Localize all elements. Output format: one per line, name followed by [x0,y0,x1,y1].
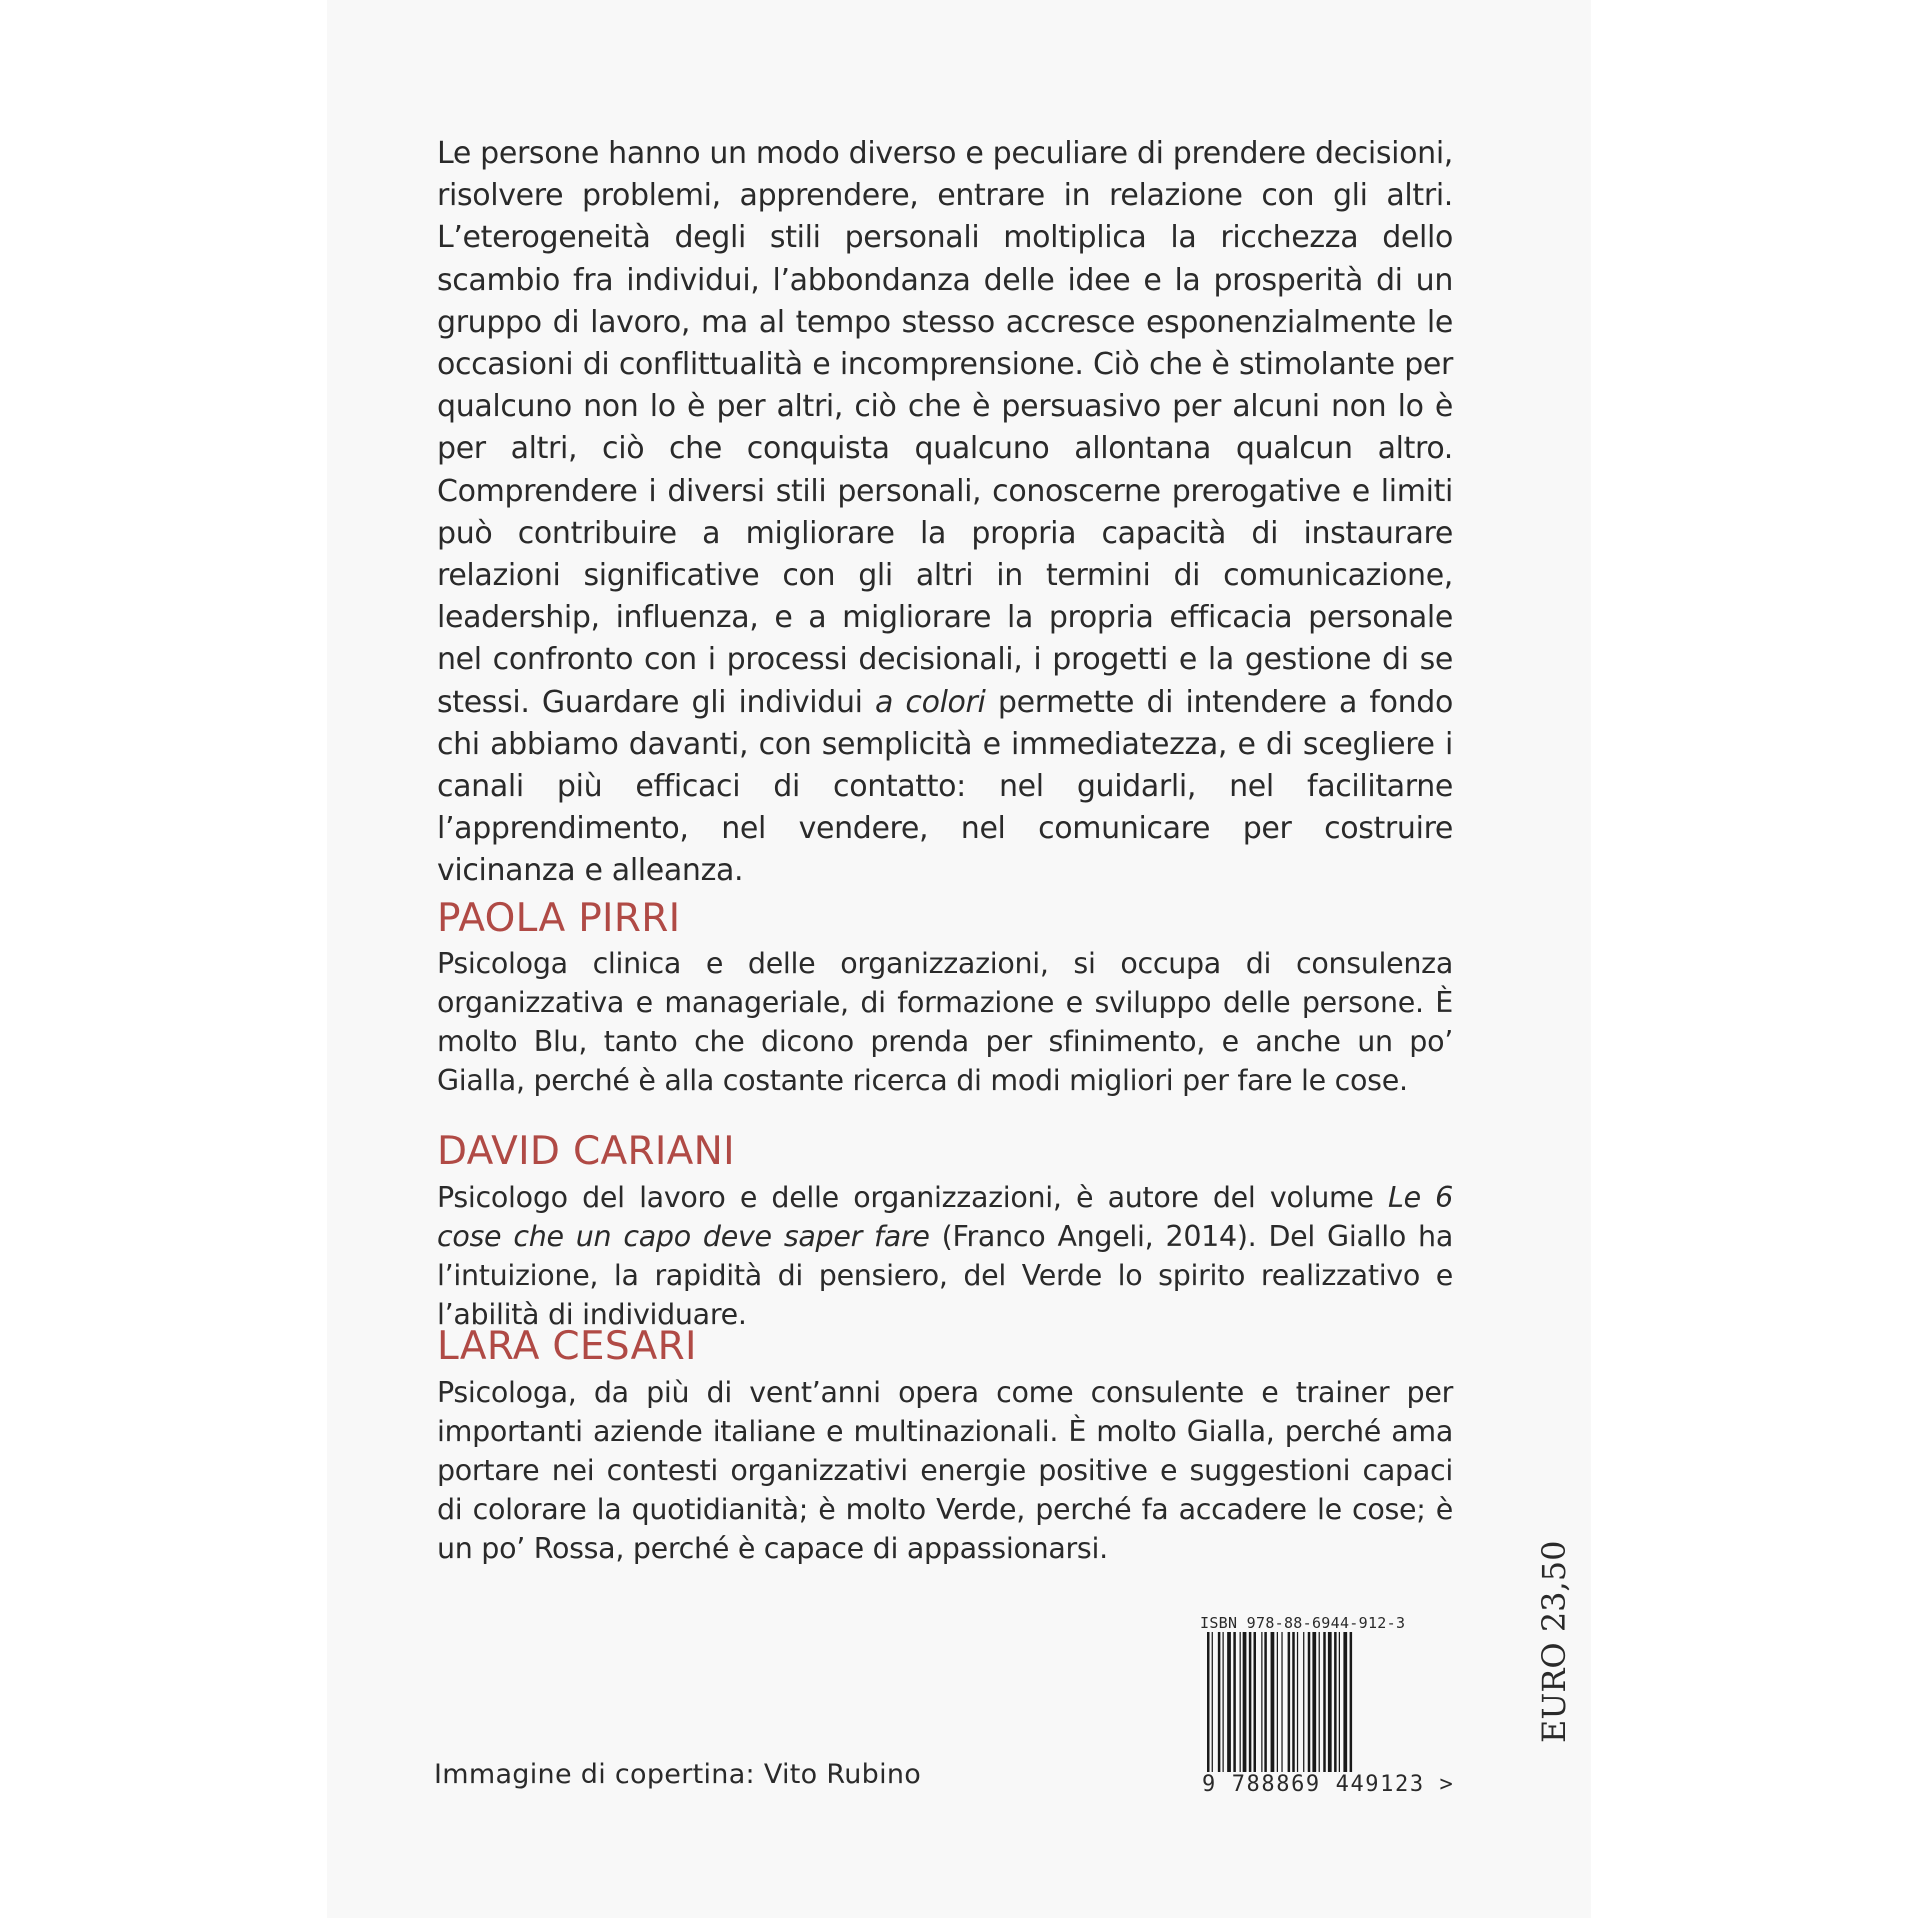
cover-image-credit: Immagine di copertina: Vito Rubino [434,1759,922,1790]
price-label: EURO 23,50 [1535,1540,1573,1743]
author-bio-paola-pirri: Psicologa clinica e delle organizzazioni, si occupa di consulenza organizzativa e manageriale, di formazione e sviluppo delle persone. È molto Blu, tanto che dicono prenda per sfinimento, e anche un po’ Gialla, perché è alla costante ricerca di modi migliori per fare le cose. [437,947,1453,1097]
blurb-text-start: Le persone hanno un modo diverso e peculiare di prendere decisioni, risolvere problemi, apprendere, entrare in relazione con gli altri. L’eterogeneità degli stili personali moltiplica la ricchezza dello scambio fra individui, l’abbondanza delle idee e la prosperità di un gruppo di lavoro, ma al tempo stesso accresce esponenzialmente le occasioni di conflittualità e incomprensione. Ciò che è stimolante per qualcuno non lo è per altri, ciò che è persuasivo per alcuni non lo è per altri, ciò che conquista qualcuno allontana qualcun altro. Comprendere i diversi stili personali, conoscerne prerogative e limiti può contribuire a migliorare la propria capacità di instaurare relazioni significative con gli altri in termini di comunicazione, leadership, influenza, e a migliorare la propria efficacia personale nel confronto con i processi decisionali, i progetti e la gestione di se stessi. Guardare gli individui [437,136,1453,720]
barcode-bar [1297,1632,1298,1772]
barcode-bar [1271,1632,1275,1772]
barcode-bar [1243,1632,1247,1772]
isbn-label: ISBN 978-88-6944-912-3 [1200,1614,1406,1632]
author-name-david-cariani: DAVID CARIANI [437,1129,735,1174]
barcode-bar [1227,1632,1231,1772]
author-bio-lara-cesari: Psicologa, da più di vent’anni opera come consulente e trainer per importanti aziende italiane e multinazionali. È molto Gialla, perché ama portare nei contesti organizzativi energie positive e suggestioni capaci di colorare la quotidianità; è molto Verde, perché fa accadere le cose; è un po’ Rossa, perché è capace di appassionarsi. [437,1376,1453,1565]
author-bio-david-cariani [437,1178,1453,1334]
bio-text-end: (Franco Angeli, 2014). Del Giallo ha l’intuizione, la rapidità di pensiero, del Verde lo spirito realizzativo e l’abilità di individuare. [437,1220,1453,1331]
barcode-bar [1240,1632,1241,1772]
barcode-bar [1319,1632,1320,1772]
barcode-bar [1218,1632,1221,1772]
book-back-cover [327,0,1591,1918]
author-name-lara-cesari: LARA CESARI [437,1324,697,1369]
barcode-bar [1343,1632,1347,1772]
barcode-bar [1277,1632,1278,1772]
isbn-barcode [1205,1632,1410,1792]
barcode-bar [1288,1632,1291,1772]
barcode-bar [1308,1632,1311,1772]
barcode-bar [1334,1632,1337,1772]
barcode-bar [1312,1632,1316,1772]
barcode-bar [1249,1632,1252,1772]
barcode-bar [1350,1632,1353,1788]
barcode-bar [1339,1632,1340,1772]
barcode-bar [1223,1632,1224,1772]
barcode-bar [1233,1632,1236,1772]
barcode-bar [1292,1632,1295,1772]
blurb-text-end: permette di intendere a fondo chi abbiamo davanti, con semplicità e immediatezza, e di scegliere i canali più efficaci di contatto: nel guidarli, nel facilitarne l’apprendimento, nel vendere, nel comunicare per costruire vicinanza e alleanza. [437,684,1453,889]
barcode-bar [1264,1632,1267,1772]
barcode-bar [1323,1632,1326,1772]
barcode-bar [1281,1632,1282,1788]
bio-text-start: Psicologo del lavoro e delle organizzazioni, è autore del volume [437,1181,1388,1214]
author-name-paola-pirri: PAOLA PIRRI [437,896,681,941]
barcode-bar [1212,1632,1213,1788]
barcode-bar [1328,1632,1332,1772]
barcode-bar [1254,1632,1257,1772]
barcode-bar [1261,1632,1262,1772]
barcode-digits: 9 788869 449123 > [1202,1772,1455,1797]
barcode-bar [1303,1632,1304,1772]
blurb-italic-phrase: a colori [875,684,986,720]
cover-blurb [437,133,1453,893]
book-title-italic: Le 6 cose che un capo deve saper fare [437,1181,1453,1253]
barcode-bar [1207,1632,1210,1788]
